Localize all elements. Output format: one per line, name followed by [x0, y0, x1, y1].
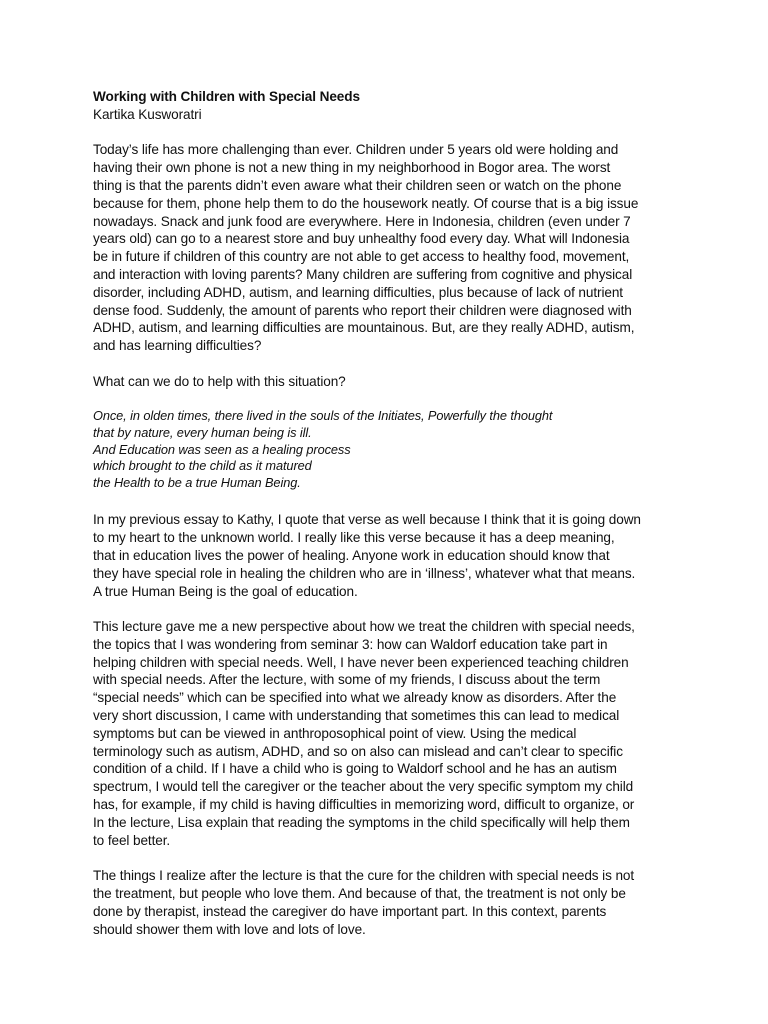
text-line: and interaction with loving parents? Many children are suffering from cognitive and physical [93, 266, 633, 282]
text-line: be in future if children of this country are not able to get access to healthy food, movement, [93, 249, 630, 265]
text-line: and has learning difficulties? [93, 338, 262, 354]
text-line: that in education lives the power of healing. Anyone work in education should know that [93, 547, 610, 563]
text-line: the topics that I was wondering from seminar 3: how can Waldorf education take part in [93, 636, 608, 652]
text-line: ADHD, autism, and learning difficulties are mountainous. But, are they really ADHD, autism, [93, 320, 635, 336]
text-line: In the lecture, Lisa explain that reading the symptoms in the child specifically will help them [93, 814, 630, 830]
text-line: condition of a child. If I have a child who is going to Waldorf school and he has an autism [93, 761, 617, 777]
text-line: “special needs” which can be specified into what we already know as disorders. After the [93, 690, 617, 706]
text-line: they have special role in healing the children who are in ‘illness’, whatever what that means. [93, 565, 636, 581]
text-line: spectrum, I would tell the caregiver or the teacher about the very specific symptom my child [93, 779, 634, 795]
verse-line: the Health to be a true Human Being. [93, 474, 301, 490]
verse-line: Once, in olden times, there lived in the souls of the Initiates, Powerfully the thought [93, 408, 553, 424]
document-title: Working with Children with Special Needs [93, 89, 360, 104]
text-line: the treatment, but people who love them. And because of that, the treatment is not only be [93, 886, 626, 902]
text-line: thing is that the parents didn’t even aware what their children seen or watch on the phone [93, 177, 622, 193]
text-line: years old) can go to a nearest store and buy unhealthy food every day. What will Indonesia [93, 231, 630, 247]
paragraph-conclusion [93, 867, 683, 938]
text-line: dense food. Suddenly, the amount of parents who report their children were diagnosed with [93, 302, 632, 318]
text-line: The things I realize after the lecture is that the cure for the children with special needs is not [93, 868, 635, 884]
verse-line: that by nature, every human being is ill. [93, 424, 312, 440]
text-line: In my previous essay to Kathy, I quote that verse as well because I think that it is going down [93, 512, 641, 528]
document-page [93, 88, 683, 956]
text-line: because for them, phone help them to do the housework neatly. Of course that is a big issue [93, 195, 639, 211]
text-line: Today’s life has more challenging than ever. Children under 5 years old were holding and [93, 142, 619, 158]
text-line: A true Human Being is the goal of education. [93, 583, 358, 599]
text-line: helping children with special needs. Well, I have never been experienced teaching children [93, 654, 629, 670]
text-line: symptoms but can be viewed in anthroposophical point of view. Using the medical [93, 725, 577, 741]
text-line: This lecture gave me a new perspective about how we treat the children with special needs, [93, 619, 635, 635]
text-line: terminology such as autism, ADHD, and so on also can mislead and can’t clear to specific [93, 743, 623, 759]
text-line: very short discussion, I came with understanding that sometimes this can lead to medical [93, 708, 620, 724]
text-line: done by therapist, instead the caregiver do have important part. In this context, parents [93, 903, 607, 919]
text-line: with special needs. After the lecture, with some of my friends, I discuss about the term [93, 672, 601, 688]
text-line: has, for example, if my child is having difficulties in memorizing word, difficult to organize, or [93, 797, 635, 813]
text-line: to my heart to the unknown world. I really like this verse because it has a deep meaning, [93, 530, 615, 546]
paragraph-intro [93, 141, 683, 355]
paragraph-question [93, 373, 683, 391]
verse-quote [93, 408, 683, 491]
document-author: Kartika Kusworatri [93, 106, 202, 122]
text-line: What can we do to help with this situation? [93, 373, 346, 389]
text-line: should shower them with love and lots of love. [93, 921, 366, 937]
verse-line: And Education was seen as a healing process [93, 441, 351, 457]
text-line: to feel better. [93, 832, 171, 848]
verse-line: which brought to the child as it matured [93, 458, 312, 474]
text-line: disorder, including ADHD, autism, and learning difficulties, plus because of lack of nutrient [93, 284, 623, 300]
paragraph-essay [93, 511, 683, 600]
text-line: nowadays. Snack and junk food are everywhere. Here in Indonesia, children (even under 7 [93, 213, 631, 229]
text-line: having their own phone is not a new thing in my neighborhood in Bogor area. The worst [93, 160, 611, 176]
paragraph-lecture [93, 618, 683, 849]
